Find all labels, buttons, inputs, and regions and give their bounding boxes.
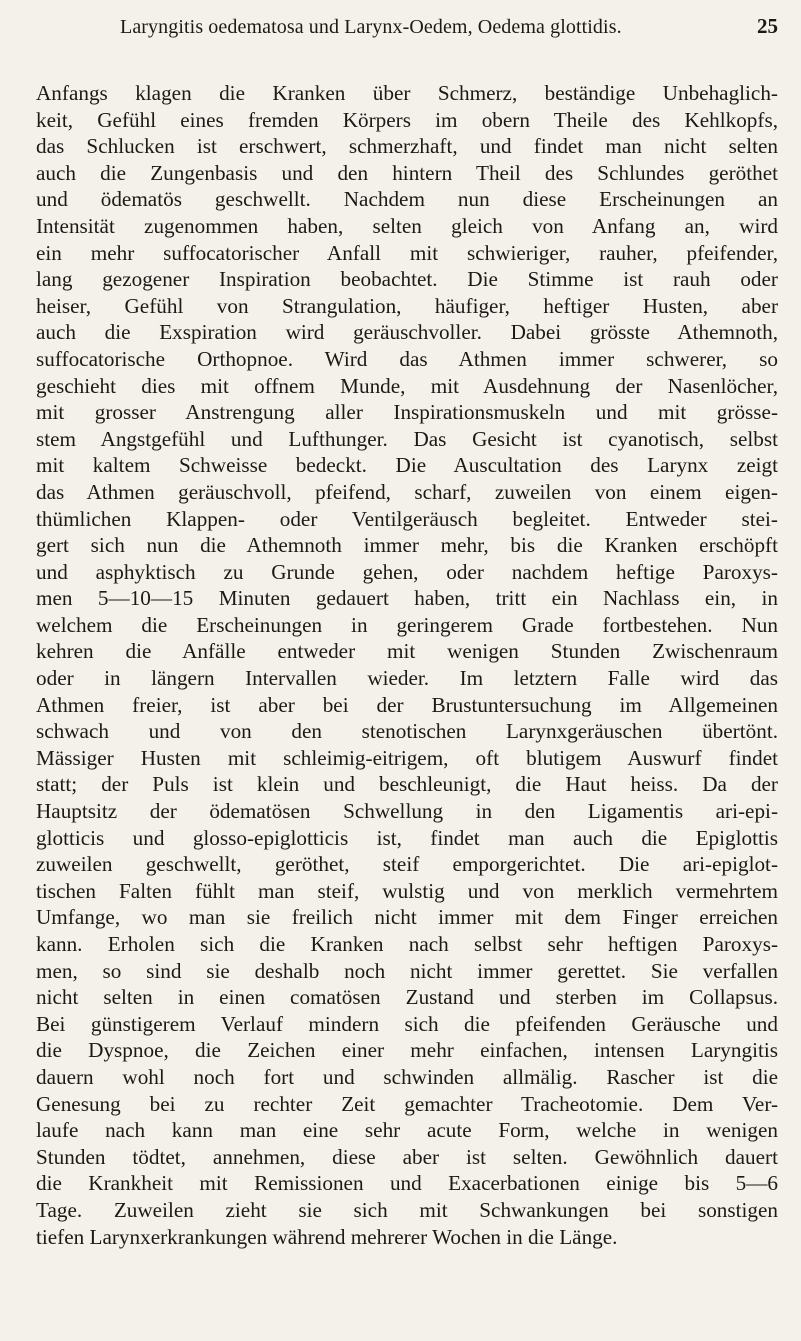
text-line: glotticis und glosso-epiglotticis ist, findet man auch die Epiglottis [36, 825, 778, 850]
text-line: Anfangs klagen die Kranken über Schmerz, beständige Unbehaglich- [36, 81, 778, 105]
text-line: mit grosser Anstrengung aller Inspirationsmuskeln und mit grösse- [36, 400, 778, 425]
text-line: Intensität zugenommen haben, selten gleich von Anfang an, wird [36, 213, 778, 238]
text-line: stem Angstgefühl und Lufthunger. Das Gesicht ist cyanotisch, selbst [36, 426, 778, 451]
text-line: tischen Falten fühlt man steif, wulstig und von merklich vermehrtem [36, 878, 778, 903]
text-line: dauern wohl noch fort und schwinden allmälig. Rascher ist die [36, 1064, 778, 1089]
text-line: die Krankheit mit Remissionen und Exacerbationen einige bis 5—6 [36, 1171, 778, 1196]
text-line: die Dyspnoe, die Zeichen einer mehr einfachen, intensen Laryngitis [36, 1038, 778, 1063]
text-line: Mässiger Husten mit schleimig-eitrigem, oft blutigem Auswurf findet [36, 745, 778, 770]
text-line: oder in längern Intervallen wieder. Im letztern Falle wird das [36, 666, 778, 691]
text-line: mit kaltem Schweisse bedeckt. Die Auscultation des Larynx zeigt [36, 453, 778, 478]
text-line: thümlichen Klappen- oder Ventilgeräusch begleitet. Entweder stei- [36, 506, 778, 531]
text-line: Bei günstigerem Verlauf mindern sich die pfeifenden Geräusche und [36, 1011, 778, 1036]
text-line: Hauptsitz der ödematösen Schwellung in den Ligamentis ari-epi- [36, 799, 778, 824]
text-line: kann. Erholen sich die Kranken nach selbst sehr heftigen Paroxys- [36, 932, 778, 956]
text-line: ein mehr suffocatorischer Anfall mit schwieriger, rauher, pfeifender, [36, 240, 778, 265]
text-line: Umfange, wo man sie freilich nicht immer mit dem Finger erreichen [36, 905, 778, 930]
text-line: das Schlucken ist erschwert, schmerzhaft, und findet man nicht selten [36, 134, 778, 159]
text-line: nicht selten in einen comatösen Zustand und sterben im Collapsus. [36, 985, 778, 1010]
text-line: Stunden tödtet, annehmen, diese aber ist selten. Gewöhnlich dauert [36, 1144, 778, 1169]
text-line: men 5—10—15 Minuten gedauert haben, tritt ein Nachlass ein, in [36, 586, 778, 611]
text-line: welchem die Erscheinungen in geringerem Grade fortbestehen. Nun [36, 612, 778, 637]
text-line: keit, Gefühl eines fremden Körpers im obern Theile des Kehlkopfs, [36, 107, 778, 132]
text-line: schwach und von den stenotischen Larynxgeräuschen übertönt. [36, 719, 778, 744]
text-line: kehren die Anfälle entweder mit wenigen Stunden Zwischenraum [36, 639, 778, 664]
text-line: Athmen freier, ist aber bei der Brustuntersuchung im Allgemeinen [36, 692, 778, 717]
body-paragraph [36, 80, 778, 1250]
text-line: laufe nach kann man eine sehr acute Form, welche in wenigen [36, 1118, 778, 1143]
running-title: Laryngitis oedematosa und Larynx-Oedem, Oedema glottidis. [120, 16, 622, 38]
text-line: heiser, Gefühl von Strangulation, häufiger, heftiger Husten, aber [36, 293, 778, 318]
text-line: zuweilen geschwellt, geröthet, steif emporgerichtet. Die ari-epiglot- [36, 852, 778, 877]
text-line: statt; der Puls ist klein und beschleunigt, die Haut heiss. Da der [36, 772, 778, 797]
text-line: auch die Exspiration wird geräuschvoller. Dabei grösste Athemnoth, [36, 320, 778, 345]
running-head [36, 12, 778, 48]
text-line: lang gezogener Inspiration beobachtet. Die Stimme ist rauh oder [36, 267, 778, 292]
text-line: auch die Zungenbasis und den hintern Theil des Schlundes geröthet [36, 160, 778, 185]
text-line: suffocatorische Orthopnoe. Wird das Athmen immer schwerer, so [36, 346, 778, 371]
text-line: tiefen Larynxerkrankungen während mehrerer Wochen in die Länge. [36, 1224, 618, 1249]
text-line: Tage. Zuweilen zieht sie sich mit Schwankungen bei sonstigen [36, 1197, 778, 1222]
text-line: gert sich nun die Athemnoth immer mehr, bis die Kranken erschöpft [36, 533, 778, 558]
text-line: Genesung bei zu rechter Zeit gemachter Tracheotomie. Dem Ver- [36, 1091, 778, 1116]
page-number: 25 [757, 14, 778, 38]
text-line: das Athmen geräuschvoll, pfeifend, scharf, zuweilen von einem eigen- [36, 479, 778, 504]
text-line: geschieht dies mit offnem Munde, mit Ausdehnung der Nasenlöcher, [36, 373, 778, 398]
text-line: men, so sind sie deshalb noch nicht immer gerettet. Sie verfallen [36, 958, 778, 983]
text-line: und ödematös geschwellt. Nachdem nun diese Erscheinungen an [36, 187, 778, 212]
text-line: und asphyktisch zu Grunde gehen, oder nachdem heftige Paroxys- [36, 559, 778, 584]
